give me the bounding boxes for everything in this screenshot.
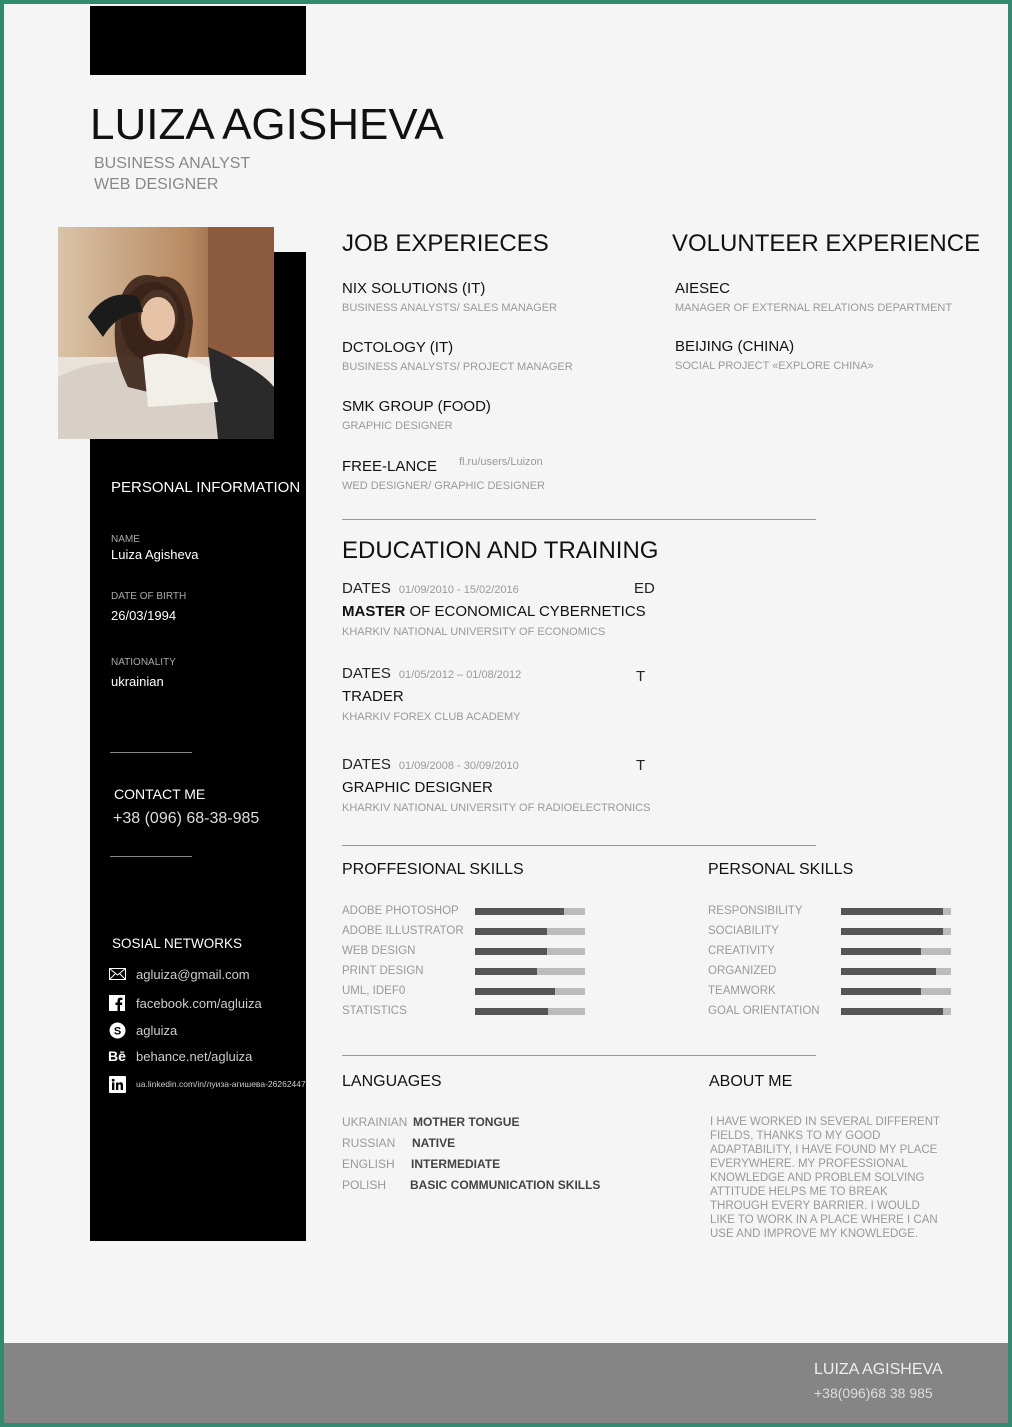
skill-name: PRINT DESIGN [342,965,424,977]
footer-bar [4,1343,1008,1423]
dates-label: DATES [342,665,391,682]
job-title: DCTOLOGY (IT) [342,339,454,356]
skill-name: ORGANIZED [708,965,777,977]
profile-photo [58,227,274,439]
about-heading: ABOUT ME [709,1073,793,1090]
skill-name: UML, IDEF0 [342,985,406,997]
skill-bar [841,928,951,935]
dates-label: DATES [342,580,391,597]
language-name: POLISH [342,1178,387,1192]
edu-school: KHARKIV NATIONAL UNIVERSITY OF ECONOMICS [342,626,606,638]
social-linkedin[interactable] [108,1074,306,1094]
behance-icon: Bē [108,1048,126,1064]
footer-phone: +38(096)68 38 985 [814,1385,933,1401]
header-black-block [90,6,306,75]
skill-bar-fill [475,988,555,995]
skill-bar [841,968,951,975]
language-level: BASIC COMMUNICATION SKILLS [410,1178,601,1192]
dates-label: DATES [342,756,391,773]
skill-name: TEAMWORK [708,985,776,997]
volunteer-sub: SOCIAL PROJECT «EXPLORE CHINA» [675,360,874,372]
linkedin-icon [108,1075,126,1093]
dob-label: DATE OF BIRTH [111,591,187,602]
job-title: NIX SOLUTIONS (IT) [342,280,486,297]
social-heading: SOSIAL NETWORKS [112,936,243,951]
contact-heading: CONTACT ME [114,786,206,802]
job-link[interactable]: fl.ru/users/Luizon [459,456,543,468]
skill-bar [841,908,951,915]
skill-bar [475,1008,585,1015]
contact-phone: +38 (096) 68-38-985 [113,810,260,827]
name-value: Luiza Agisheva [111,547,199,562]
social-skype-text: agluiza [136,1022,178,1038]
social-skype[interactable] [108,1020,177,1040]
skill-bar-fill [475,968,537,975]
edu-tag: T [636,668,646,685]
skill-bar [841,948,951,955]
job-title-1: BUSINESS ANALYST [94,155,251,172]
skill-bar-fill [841,968,936,975]
prof-skills-list [342,901,585,1021]
job-title: SMK GROUP (FOOD) [342,398,491,415]
skill-bar-fill [841,928,943,935]
social-facebook-text: facebook.com/agluiza [136,995,262,1011]
skill-row [708,1001,951,1021]
skill-row [708,961,951,981]
job-title: FREE-LANCE [342,458,438,475]
edu-dates [342,580,519,597]
skill-row [708,941,951,961]
skill-bar-fill [841,988,921,995]
skill-row [708,921,951,941]
skill-bar-fill [841,948,921,955]
education-heading: EDUCATION AND TRAINING [342,537,659,564]
dob-value: 26/03/1994 [111,608,177,623]
social-mail-text: agluiza@gmail.com [136,966,250,982]
skill-bar [475,988,585,995]
edu-title: GRAPHIC DESIGNER [342,779,493,796]
about-text: I HAVE WORKED IN SEVERAL DIFFERENT FIELDS, THANKS TO MY GOOD ADAPTABILITY, I HAVE FOUND MY PLACE EVERYWHERE. MY PROFESSIONAL KNOWLEDGE AND PROBLEM SOLVING ATTITUDE HELPS ME TO BREAK THROUGH EVERY BARRIER. I WOULD LIKE TO WORK IN A PLACE WHERE I CAN USE AND IMPROVE MY KNOWLEDGE. [710,1116,940,1240]
dates-value: 01/09/2010 - 15/02/2016 [398,584,519,596]
language-row [342,1178,600,1192]
sidebar-divider [110,752,192,753]
section-divider [342,845,816,846]
language-level: NATIVE [412,1136,456,1150]
job-sub: BUSINESS ANALYSTS/ PROJECT MANAGER [342,361,573,373]
skill-name: CREATIVITY [708,945,775,957]
skill-row [342,981,585,1001]
volunteer-title: AIESEC [675,280,731,297]
volunteer-title: BEIJING (CHINA) [675,338,795,355]
personal-skills-heading: PERSONAL SKILLS [708,861,854,878]
skill-name: SOCIABILITY [708,925,779,937]
skill-name: ADOBE ILLUSTRATOR [342,925,464,937]
edu-tag: T [636,757,646,774]
personal-info-heading: PERSONAL INFORMATION [111,479,301,496]
job-sub: WED DESIGNER/ GRAPHIC DESIGNER [342,480,545,492]
mail-icon [108,965,126,983]
edu-title-rest: OF ECONOMICAL CYBERNETICS [405,603,646,620]
svg-text:S: S [113,1025,121,1037]
social-behance[interactable] [108,1046,252,1066]
job-heading: JOB EXPERIECES [342,230,549,257]
edu-school: KHARKIV FOREX CLUB ACADEMY [342,711,521,723]
skill-name: ADOBE PHOTOSHOP [342,905,459,917]
skill-row [342,1001,585,1021]
language-level: INTERMEDIATE [411,1157,501,1171]
skill-bar [475,928,585,935]
resume-page [4,4,1008,1423]
skype-icon [108,1021,126,1039]
skill-row [342,941,585,961]
volunteer-sub: MANAGER OF EXTERNAL RELATIONS DEPARTMENT [675,302,953,314]
name-label: NAME [111,534,140,545]
skill-bar-fill [475,928,547,935]
language-row [342,1115,519,1129]
footer-name: LUIZA AGISHEVA [814,1361,943,1378]
section-divider [342,1055,816,1056]
job-sub: GRAPHIC DESIGNER [342,420,453,432]
dates-value: 01/05/2012 – 01/08/2012 [398,669,522,681]
skill-bar-fill [475,948,547,955]
skill-name: STATISTICS [342,1005,407,1017]
skill-name: RESPONSIBILITY [708,905,803,917]
edu-dates [342,756,519,773]
job-title-2: WEB DESIGNER [94,176,219,193]
skill-bar-fill [475,1008,548,1015]
edu-title-bold: MASTER [342,603,406,620]
language-name: RUSSIAN [342,1136,396,1150]
sidebar-divider [110,856,192,857]
edu-dates [342,665,521,682]
skill-row [342,921,585,941]
personal-skills-list [708,901,951,1021]
nationality-label: NATIONALITY [111,657,176,668]
skill-row [708,981,951,1001]
nationality-value: ukrainian [111,674,164,689]
skill-bar-fill [475,908,564,915]
skill-bar-fill [841,908,943,915]
social-behance-text: behance.net/agluiza [136,1048,253,1064]
language-row [342,1157,500,1171]
social-mail[interactable] [108,964,250,984]
resume-name: LUIZA AGISHEVA [90,100,444,149]
skill-bar [475,908,585,915]
edu-school: KHARKIV NATIONAL UNIVERSITY OF RADIOELECTRONICS [342,802,651,814]
skill-bar [475,948,585,955]
skill-bar [841,988,951,995]
section-divider [342,519,816,520]
skill-name: GOAL ORIENTATION [708,1005,820,1017]
skill-row [342,961,585,981]
skill-name: WEB DESIGN [342,945,416,957]
social-facebook[interactable] [108,993,262,1013]
language-row [342,1136,455,1150]
dates-value: 01/09/2008 - 30/09/2010 [398,760,519,772]
language-level: MOTHER TONGUE [413,1115,520,1129]
edu-tag: ED [634,580,655,597]
skill-bar [841,1008,951,1015]
language-name: UKRAINIAN [342,1115,408,1129]
prof-skills-heading: PROFFESIONAL SKILLS [342,861,524,878]
facebook-icon [108,994,126,1012]
skill-row [342,901,585,921]
edu-title [342,603,646,620]
job-sub: BUSINESS ANALYSTS/ SALES MANAGER [342,302,557,314]
skill-row [708,901,951,921]
skill-bar [475,968,585,975]
languages-heading: LANGUAGES [342,1073,442,1090]
volunteer-heading: VOLUNTEER EXPERIENCE [672,230,981,257]
social-linkedin-text: ua.linkedin.com/in/луиза-агишева-26262447 [136,1079,306,1089]
edu-title: TRADER [342,688,404,705]
language-name: ENGLISH [342,1157,395,1171]
skill-bar-fill [841,1008,943,1015]
